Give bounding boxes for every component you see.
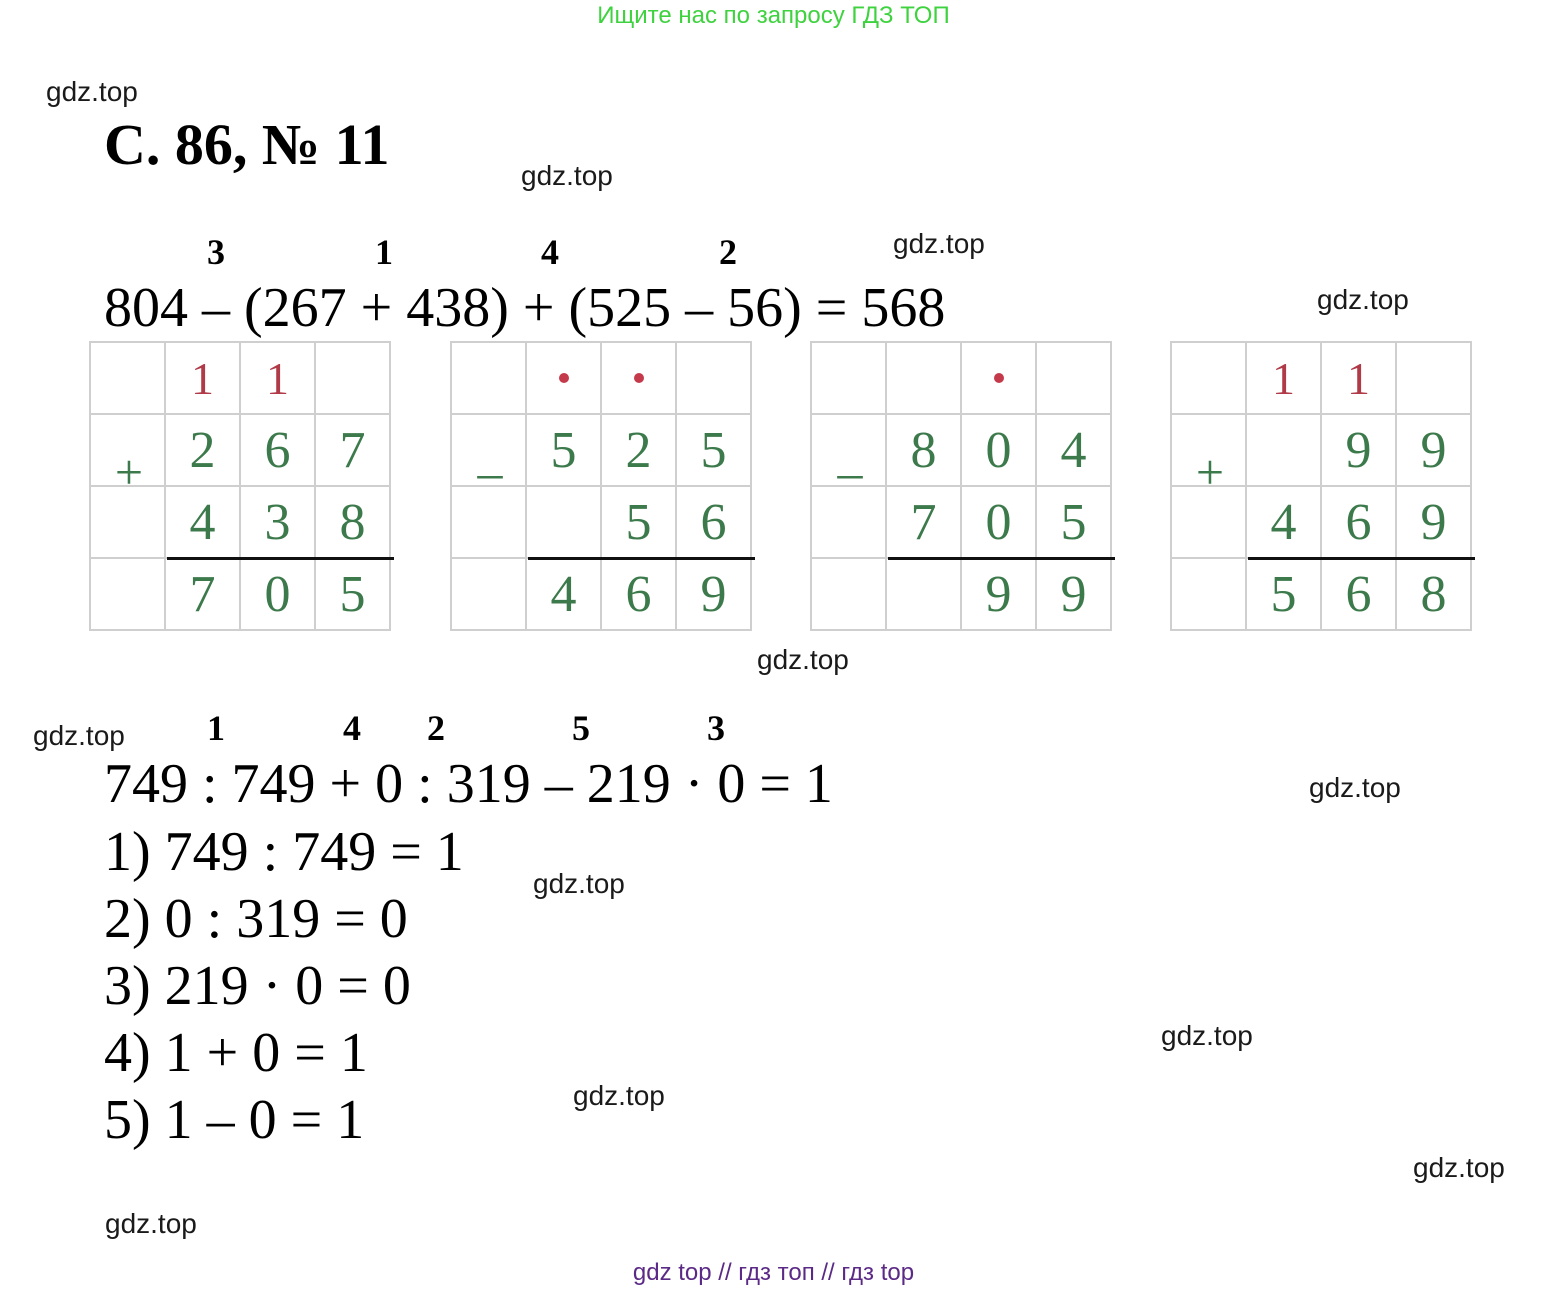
grid-cell: 6 xyxy=(602,559,677,631)
grid-cell: 5 xyxy=(1247,559,1322,631)
grid-cell xyxy=(316,343,391,415)
grid-cell: 1 xyxy=(166,343,241,415)
order-number: 1 xyxy=(375,232,393,272)
grid-cell: 0 xyxy=(962,487,1037,559)
operation-sign: – xyxy=(477,444,503,500)
watermark: gdz.top xyxy=(573,1080,665,1111)
grid-cell: 0 xyxy=(241,559,316,631)
grid-cell: 7 xyxy=(316,415,391,487)
step-4: 4) 1 + 0 = 1 xyxy=(104,1022,368,1084)
step-5: 5) 1 – 0 = 1 xyxy=(104,1089,365,1151)
operation-sign: + xyxy=(114,444,144,500)
grid-cell xyxy=(91,559,166,631)
order-number: 1 xyxy=(207,708,225,748)
grid-cell xyxy=(887,343,962,415)
grid-cell: 5 xyxy=(527,415,602,487)
grid-cell: 0 xyxy=(962,415,1037,487)
grid-cell xyxy=(602,343,677,415)
grid-cell: 6 xyxy=(1322,487,1397,559)
order-number: 4 xyxy=(343,708,361,748)
grid-cell xyxy=(527,343,602,415)
grid-cell: 5 xyxy=(677,415,752,487)
grid-cell: 2 xyxy=(602,415,677,487)
column-grid-3 xyxy=(810,341,1112,631)
order-number: 3 xyxy=(707,708,725,748)
watermark: gdz.top xyxy=(1413,1152,1505,1183)
grid-cell xyxy=(452,559,527,631)
grid-cell: 4 xyxy=(166,487,241,559)
order-number: 5 xyxy=(572,708,590,748)
watermark: gdz.top xyxy=(893,228,985,259)
order-number: 2 xyxy=(719,232,737,272)
grid-cell xyxy=(1172,343,1247,415)
column-grid-2 xyxy=(450,341,752,631)
expression-1: 804 – (267 + 438) + (525 – 56) = 568 xyxy=(104,277,946,339)
grid-cell xyxy=(527,487,602,559)
grid-cell: 8 xyxy=(887,415,962,487)
step-2: 2) 0 : 319 = 0 xyxy=(104,888,408,950)
column-grid-4 xyxy=(1170,341,1472,631)
order-number: 3 xyxy=(207,232,225,272)
grid-cell: 9 xyxy=(962,559,1037,631)
footer-links: gdz top // гдз топ // гдз top xyxy=(632,1259,915,1286)
grid-cell: 4 xyxy=(527,559,602,631)
grid-cell: 8 xyxy=(316,487,391,559)
grid-cell: 1 xyxy=(1322,343,1397,415)
grid-cell: 5 xyxy=(602,487,677,559)
grid-cell xyxy=(1037,343,1112,415)
grid-cell: 1 xyxy=(241,343,316,415)
operation-sign: + xyxy=(1195,444,1225,500)
grid-cell xyxy=(812,343,887,415)
grid-cell xyxy=(887,559,962,631)
grid-cell: 9 xyxy=(1397,415,1472,487)
grid-cell: 9 xyxy=(1397,487,1472,559)
result-line xyxy=(167,557,394,560)
expression-2: 749 : 749 + 0 : 319 – 219 · 0 = 1 xyxy=(104,753,833,815)
watermark: gdz.top xyxy=(33,720,125,751)
grid-cell: 9 xyxy=(677,559,752,631)
step-3: 3) 219 · 0 = 0 xyxy=(104,955,411,1017)
grid-cell xyxy=(1247,415,1322,487)
grid-cell: 6 xyxy=(677,487,752,559)
watermark: gdz.top xyxy=(757,644,849,675)
order-number: 2 xyxy=(427,708,445,748)
grid-cell: 9 xyxy=(1037,559,1112,631)
top-banner: Ищите нас по запросу ГДЗ ТОП xyxy=(597,2,950,29)
result-line xyxy=(888,557,1115,560)
operation-sign: – xyxy=(837,444,863,500)
grid-cell: 5 xyxy=(316,559,391,631)
grid-cell: 8 xyxy=(1397,559,1472,631)
watermark: gdz.top xyxy=(105,1208,197,1239)
grid-cell xyxy=(812,559,887,631)
column-grid-1 xyxy=(89,341,391,631)
watermark: gdz.top xyxy=(1317,284,1409,315)
grid-cell: 6 xyxy=(241,415,316,487)
page-title: С. 86, № 11 xyxy=(104,112,390,177)
grid-cell xyxy=(1172,559,1247,631)
grid-cell xyxy=(677,343,752,415)
grid-cell xyxy=(452,343,527,415)
step-1: 1) 749 : 749 = 1 xyxy=(104,821,464,883)
grid-cell: 4 xyxy=(1037,415,1112,487)
grid-cell: 6 xyxy=(1322,559,1397,631)
grid-cell: 7 xyxy=(887,487,962,559)
watermark: gdz.top xyxy=(521,160,613,191)
grid-cell: 3 xyxy=(241,487,316,559)
grid-cell xyxy=(91,343,166,415)
result-line xyxy=(1248,557,1475,560)
grid-cell: 1 xyxy=(1247,343,1322,415)
order-number: 4 xyxy=(541,232,559,272)
grid-cell xyxy=(1397,343,1472,415)
watermark: gdz.top xyxy=(1309,772,1401,803)
watermark: gdz.top xyxy=(46,76,138,107)
grid-cell: 9 xyxy=(1322,415,1397,487)
grid-cell: 4 xyxy=(1247,487,1322,559)
grid-cell: 5 xyxy=(1037,487,1112,559)
watermark: gdz.top xyxy=(533,868,625,899)
grid-cell xyxy=(962,343,1037,415)
result-line xyxy=(528,557,755,560)
grid-cell: 2 xyxy=(166,415,241,487)
watermark: gdz.top xyxy=(1161,1020,1253,1051)
grid-cell: 7 xyxy=(166,559,241,631)
